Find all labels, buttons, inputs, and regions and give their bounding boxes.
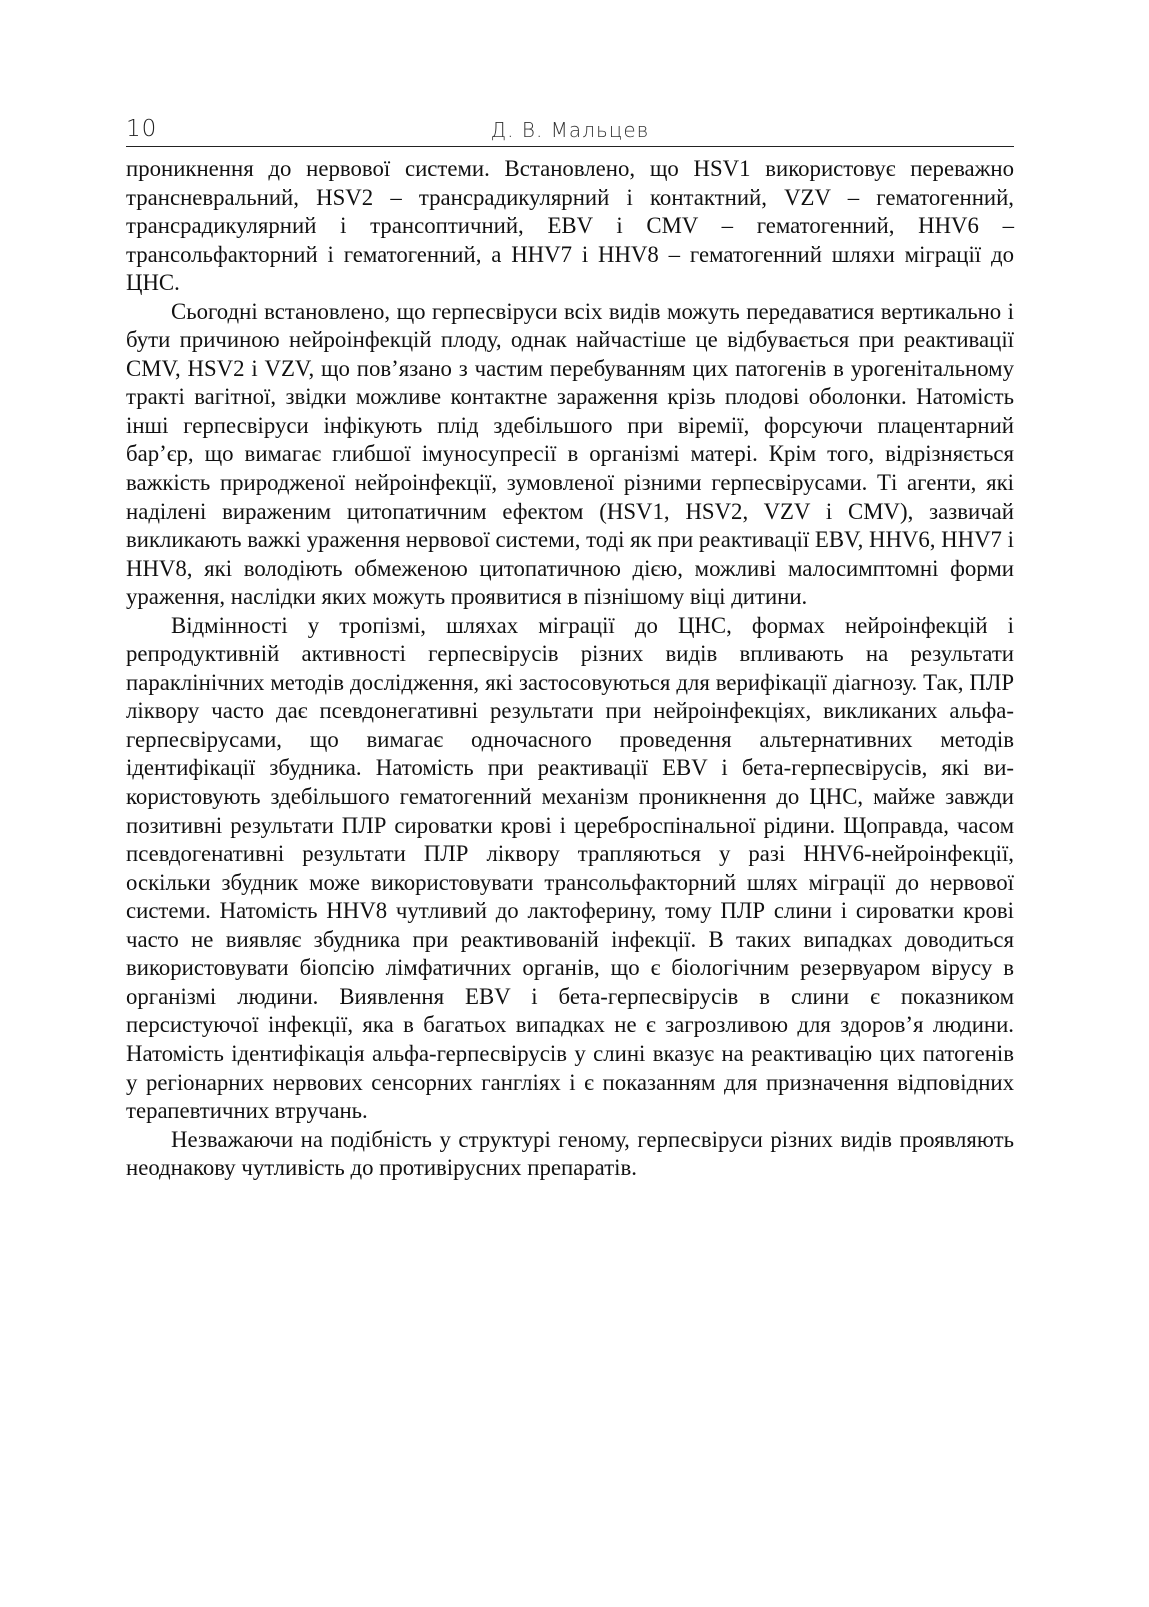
- paragraph: проникнення до нервової системи. Встановлено, що HSV1 використовує переважно трансневральний, HSV2 – трансрадикулярний і контактний, VZV – гематогенний, трансрадикулярний і трансоптичний, EBV і CMV – гематогенний, HHV6 – трансольфакторний і гематогенний, а HHV7 і HHV8 – гематогенний шляхи міграції до ЦНС.: [126, 156, 1014, 296]
- paragraph: Відмінності у тропізмі, шляхах міграції до ЦНС, формах нейроінфекцій і репродуктивній активності герпесвірусів різних видів впливають на результати параклінічних методів дослідження, які застосовуються для верифікації діагнозу. Так, ПЛР ліквору часто дає псевдонегативні результати при нейроінфекціях, викликаних альфа-герпесвірусами, що вимагає одночасного проведення альтернативних методів ідентифікації збудника. Натомість при реактивації EBV і бета-герпесвірусів, які використовують здебільшого гематогенний механізм проникнення до ЦНС, майже завжди позитивні результати ПЛР сироватки крові і цереброспінальної рідини. Щоправда, часом псевдогенативні результати ПЛР ліквору трапляються у разі HHV6-нейроінфекції, оскільки збудник може використовувати трансольфакторний шлях міграції до нервової системи. Натомість HHV8 чутливий до лактоферину, тому ПЛР слини і сироватки крові часто не виявляє збудника при реактивованій інфекції. В таких випадках доводиться використовувати біопсію лімфатичних органів, що є біологічним резервуаром вірусу в організмі людини. Виявлення EBV і бета-герпесвірусів в слини є показником персистуючої інфекції, яка в багатьох випадках не є загрозливою для здоров’я людини. Натомість ідентифікація альфа-герпесвірусів у слині вказує на реактивацію цих патогенів у регіонарних нервових сенсорних гангліях і є показанням для призначення відповідних терапевтичних втручань.: [126, 612, 1014, 1124]
- running-head: [126, 112, 1014, 147]
- running-head-author: Д. В. Мальцев: [490, 118, 650, 142]
- body-text: [126, 155, 1014, 1183]
- page-number: 10: [126, 116, 158, 142]
- book-page: [126, 112, 1014, 1183]
- paragraph: Сьогодні встановлено, що герпесвіруси всіх видів можуть передаватися вертикально і бути причиною нейроінфекцій плоду, однак найчастіше це відбувається при реактивації CMV, HSV2 і VZV, що пов’язано з частим перебуванням цих патогенів в урогенітальному тракті вагітної, звідки можливе контактне зараження крізь плодові оболонки. Натомість інші герпесвіруси інфікують плід здебільшого при віремії, форсуючи плацентарний бар’єр, що вимагає глибшої імуносупресії в організмі матері. Крім того, відрізняється важкість природженої нейроінфекції, зумовленої різними герпесвірусами. Ті агенти, які наділені вираженим цитопатичним ефектом (HSV1, HSV2, VZV і CMV), зазвичай викликають важкі ураження нервової системи, тоді як при реактивації EBV, HHV6, HHV7 і HHV8, які володіють обмеженою цитопатичною дією, можливі малосимптомні форми ураження, наслідки яких можуть проявитися в пізнішому віці дитини.: [126, 298, 1014, 610]
- paragraph: Незважаючи на подібність у структурі геному, герпесвіруси різних видів проявляють неоднакову чутливість до противірусних препаратів.: [126, 1126, 1014, 1181]
